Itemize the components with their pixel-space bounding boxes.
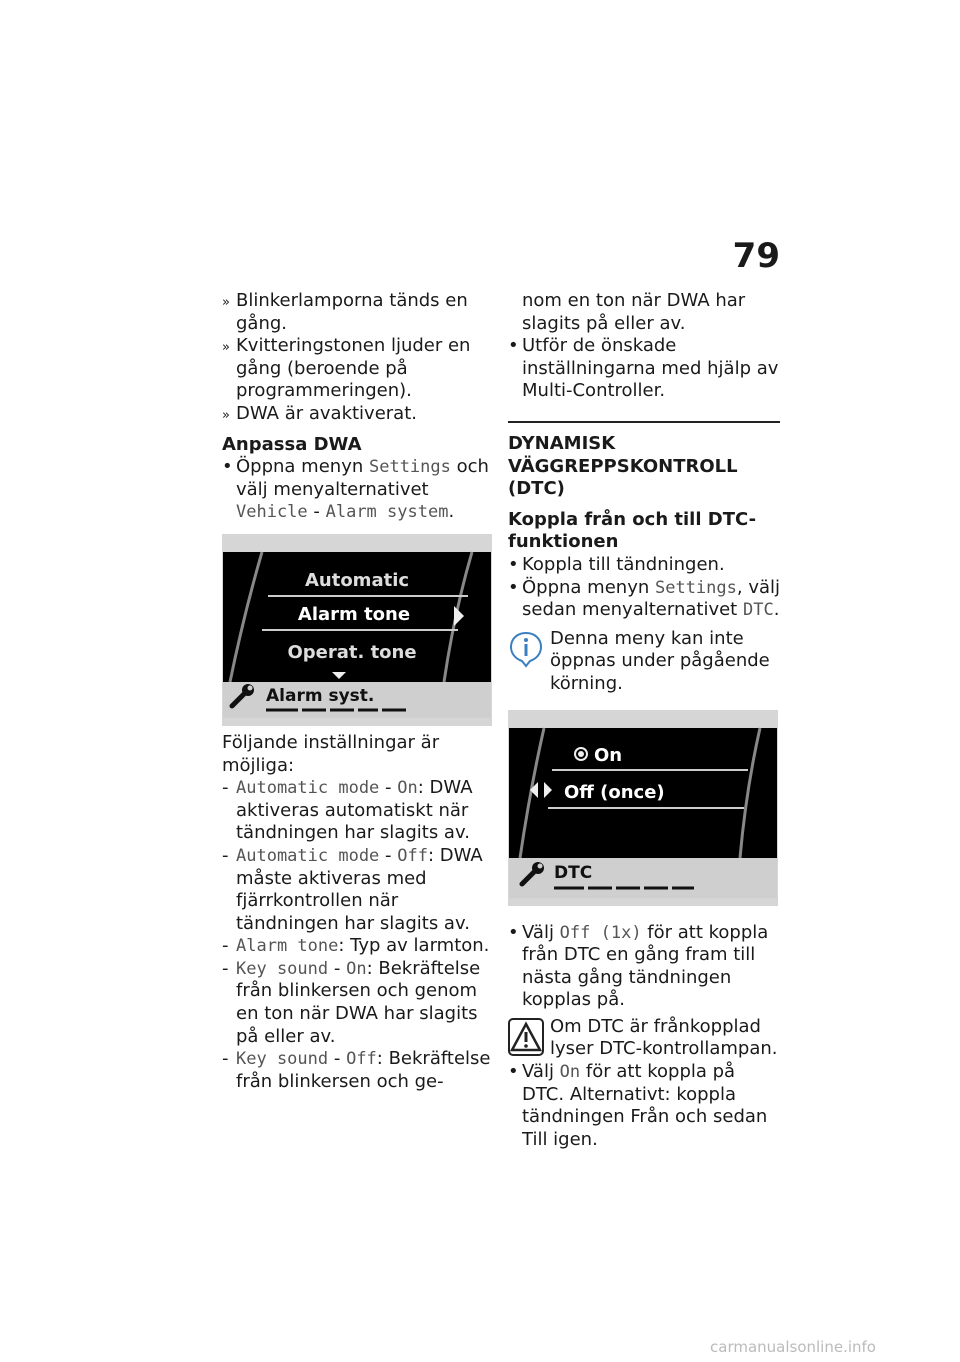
section-title: DYNAMISK VÄGGREPPSKONTROLL (DTC) bbox=[508, 421, 780, 501]
left-column bbox=[222, 290, 492, 1093]
menu-footer-label: Alarm syst. bbox=[266, 685, 375, 706]
step-item: • Öppna menyn Settings, välj sedan menyalternativet DTC. bbox=[508, 576, 781, 621]
step-item: • Välj Off (1x) för att koppla från DTC en gång fram till nästa gång tändningen kopplas på. bbox=[508, 921, 769, 1011]
option-item: - Key sound - On: Bekräftelse från blinkersen och genom en ton när DWA har slagits på eller av. bbox=[222, 957, 481, 1047]
menu-row-automatic: Automatic bbox=[304, 569, 410, 591]
info-icon bbox=[508, 630, 544, 675]
menu-row-alarm-tone: Alarm tone bbox=[297, 603, 411, 625]
subheading: Koppla från och till DTC-funktionen bbox=[508, 508, 757, 553]
right-column bbox=[508, 290, 780, 1151]
result-item: » Kvitteringstonen ljuder en gång (beroende på programmeringen). bbox=[222, 335, 471, 402]
option-item: - Automatic mode - Off: DWA måste aktiveras med fjärrkontrollen när tändningen har slagits av. bbox=[222, 844, 483, 934]
step-item: • Koppla till tändningen. bbox=[508, 553, 725, 575]
menu-footer-label: DTC bbox=[554, 862, 593, 883]
menu-row-on: On bbox=[594, 744, 623, 766]
warning-icon bbox=[508, 1018, 544, 1063]
menu-row-operat-tone: Operat. tone bbox=[287, 641, 417, 663]
watermark: carmanualsonline.info bbox=[710, 1338, 876, 1356]
options-intro: Följande inställningar är möjliga: bbox=[222, 731, 440, 776]
warning-note: Om DTC är frånkopplad lyser DTC-kontrollampan. bbox=[508, 1016, 780, 1061]
step-item: • Utför de önskade inställningarna med hjälp av Multi-Controller. bbox=[508, 335, 779, 402]
page-number: 79 bbox=[732, 236, 780, 276]
menu-row-off-once: Off (once) bbox=[564, 781, 665, 803]
dwa-menu-screen bbox=[222, 534, 492, 726]
dtc-menu-screen bbox=[508, 710, 778, 906]
result-item: » Blinkerlamporna tänds en gång. bbox=[222, 290, 468, 334]
step-item: • Öppna menyn Settings och välj menyalternativet Vehicle - Alarm system. bbox=[222, 456, 489, 523]
section-heading: Anpassa DWA bbox=[222, 433, 362, 455]
result-item: » DWA är avaktiverat. bbox=[222, 402, 417, 424]
option-item: - Key sound - Off: Bekräftelse från blinkersen och ge- bbox=[222, 1048, 491, 1092]
option-item: - Automatic mode - On: DWA aktiveras automatiskt när tändningen har slagits av. bbox=[222, 777, 473, 844]
info-note: Denna meny kan inte öppnas under pågående körning. bbox=[508, 628, 780, 696]
option-item: - Alarm tone: Typ av larmton. bbox=[222, 935, 490, 957]
continued-text: nom en ton när DWA har slagits på eller av. bbox=[522, 290, 746, 334]
step-item: • Välj On för att koppla på DTC. Alternativt: koppla tändningen Från och sedan Till igen. bbox=[508, 1061, 768, 1150]
